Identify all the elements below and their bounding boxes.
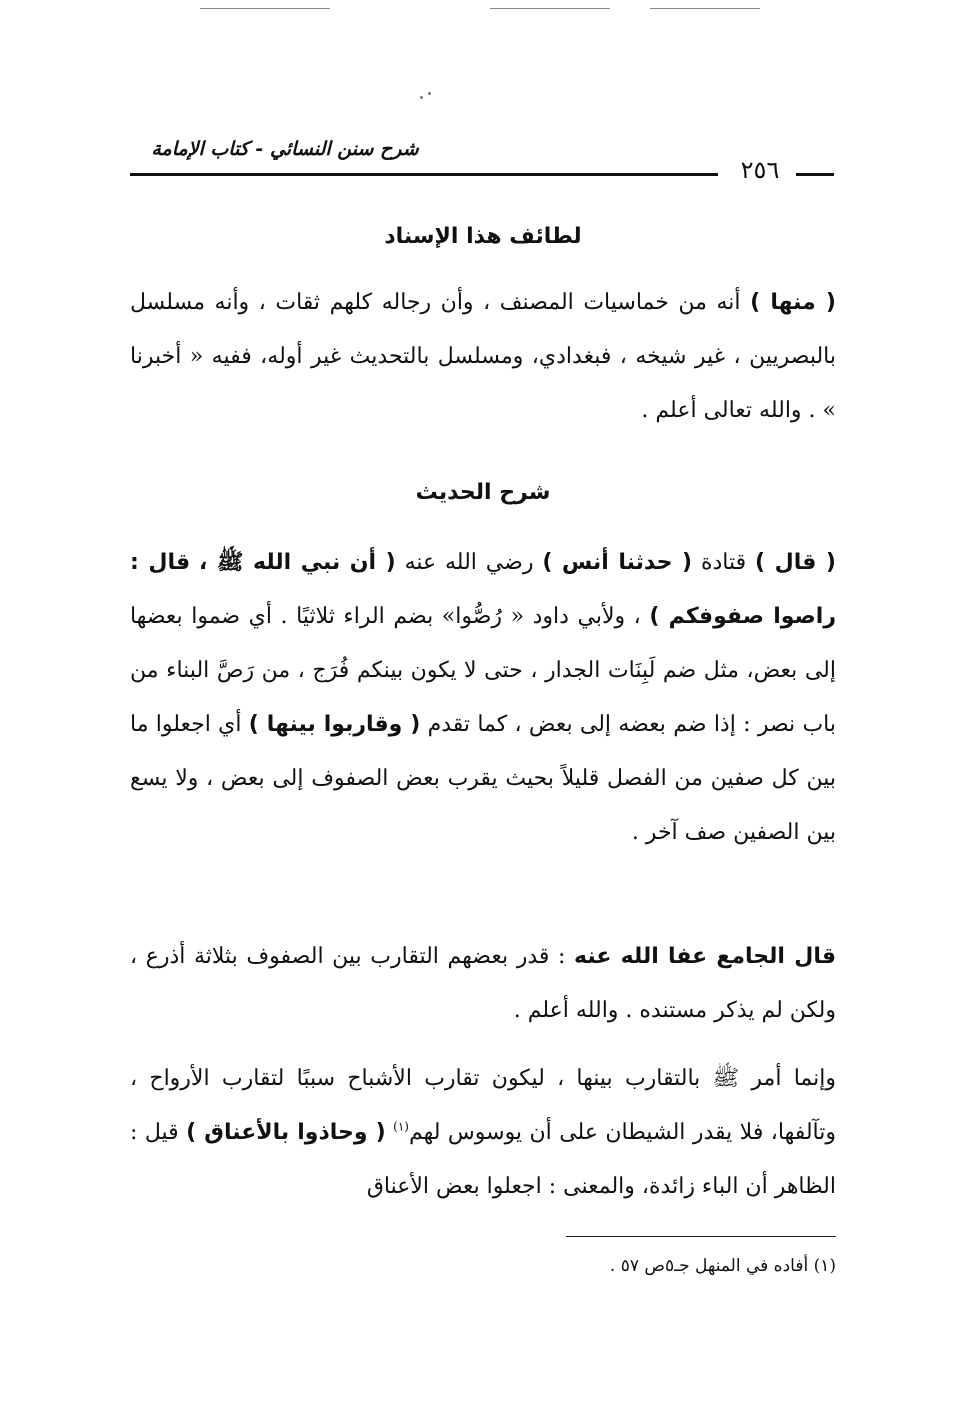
header-rule bbox=[130, 173, 718, 176]
bold-phrase: ( حدثنا أنس ) bbox=[542, 550, 693, 575]
page-number-dash bbox=[796, 173, 834, 176]
footnote: (١) أفاده في المنهل جـ٥ص ٥٧ . bbox=[609, 1256, 836, 1276]
bold-phrase: ( أن نبي الله ﷺ ، bbox=[199, 550, 396, 575]
top-edge-line bbox=[200, 8, 330, 9]
bold-phrase: قال الجامع عفا الله عنه bbox=[574, 944, 836, 969]
top-edge-line bbox=[490, 8, 610, 9]
text-run: أي اجعلوا ما بين كل صفين من الفصل قليلاً بحيث يقرب بعض الصفوف إلى بعض ، ولا يسع بين الصفين صف آخر . bbox=[130, 712, 836, 845]
bold-phrase: ( قال ) bbox=[755, 550, 836, 575]
paragraph-jami-comment bbox=[130, 930, 836, 1038]
text-run: : قدر بعضهم التقارب بين الصفوف بثلاثة أذرع ، ولكن لم يذكر مستنده . والله أعلم . bbox=[130, 944, 836, 1023]
text-run: وإنما أمر ﷺ بالتقارب بينها ، ليكون تقارب الأشباح سببًا لتقارب الأرواح ، وتآلفها، فلا يقدر الشيطان على أن يوسوس لهم bbox=[130, 1066, 836, 1145]
text-run: ، ولأبي داود « رُصُّوا» بضم الراء ثلاثيًا . أي ضموا بعضها إلى بعض، مثل ضم لَبِنَات الجدار ، حتى لا يكون بينكم فُرَج ، من رَصَّ البناء من باب نصر : إذا ضم بعضه إلى بعض ، كما تقدم bbox=[130, 604, 836, 737]
bold-phrase: ( وقاربوا بينها ) bbox=[248, 712, 421, 737]
paragraph-proximity bbox=[130, 1052, 836, 1214]
bold-phrase: ( وحاذوا بالأعناق ) bbox=[186, 1120, 386, 1145]
page-number: ٢٥٦ bbox=[740, 156, 780, 184]
footnote-reference[interactable]: (١) bbox=[393, 1119, 409, 1134]
bold-phrase: قال : راصوا صفوفكم ) bbox=[130, 550, 836, 629]
footnote-rule bbox=[566, 1236, 836, 1237]
text-run bbox=[190, 550, 199, 575]
text-run: قيل : الظاهر أن الباء زائدة، والمعنى : اجعلوا بعض الأعناق bbox=[130, 1120, 836, 1199]
section-title-hadith: شرح الحديث bbox=[415, 480, 551, 505]
scan-speck bbox=[428, 92, 431, 95]
bold-phrase: ( منها ) bbox=[750, 290, 836, 315]
paragraph-hadith-explanation bbox=[130, 536, 836, 860]
text-run: قتادة bbox=[692, 550, 756, 575]
paragraph-isnad bbox=[130, 276, 836, 438]
text-run: أنه من خماسيات المصنف ، وأن رجاله كلهم ثقات ، وأنه مسلسل بالبصريين ، غير شيخه ، فبغدادي، ومسلسل بالتحديث غير أوله، ففيه « أخبرنا » . والله تعالى أعلم . bbox=[130, 290, 836, 423]
top-edge-line bbox=[650, 8, 760, 9]
book-title: شرح سنن النسائي - كتاب الإمامة bbox=[151, 138, 419, 160]
text-run: رضي الله عنه bbox=[395, 550, 543, 575]
section-title-isnad: لطائف هذا الإسناد bbox=[384, 224, 582, 249]
page-header bbox=[130, 128, 836, 188]
scan-speck bbox=[420, 96, 423, 99]
